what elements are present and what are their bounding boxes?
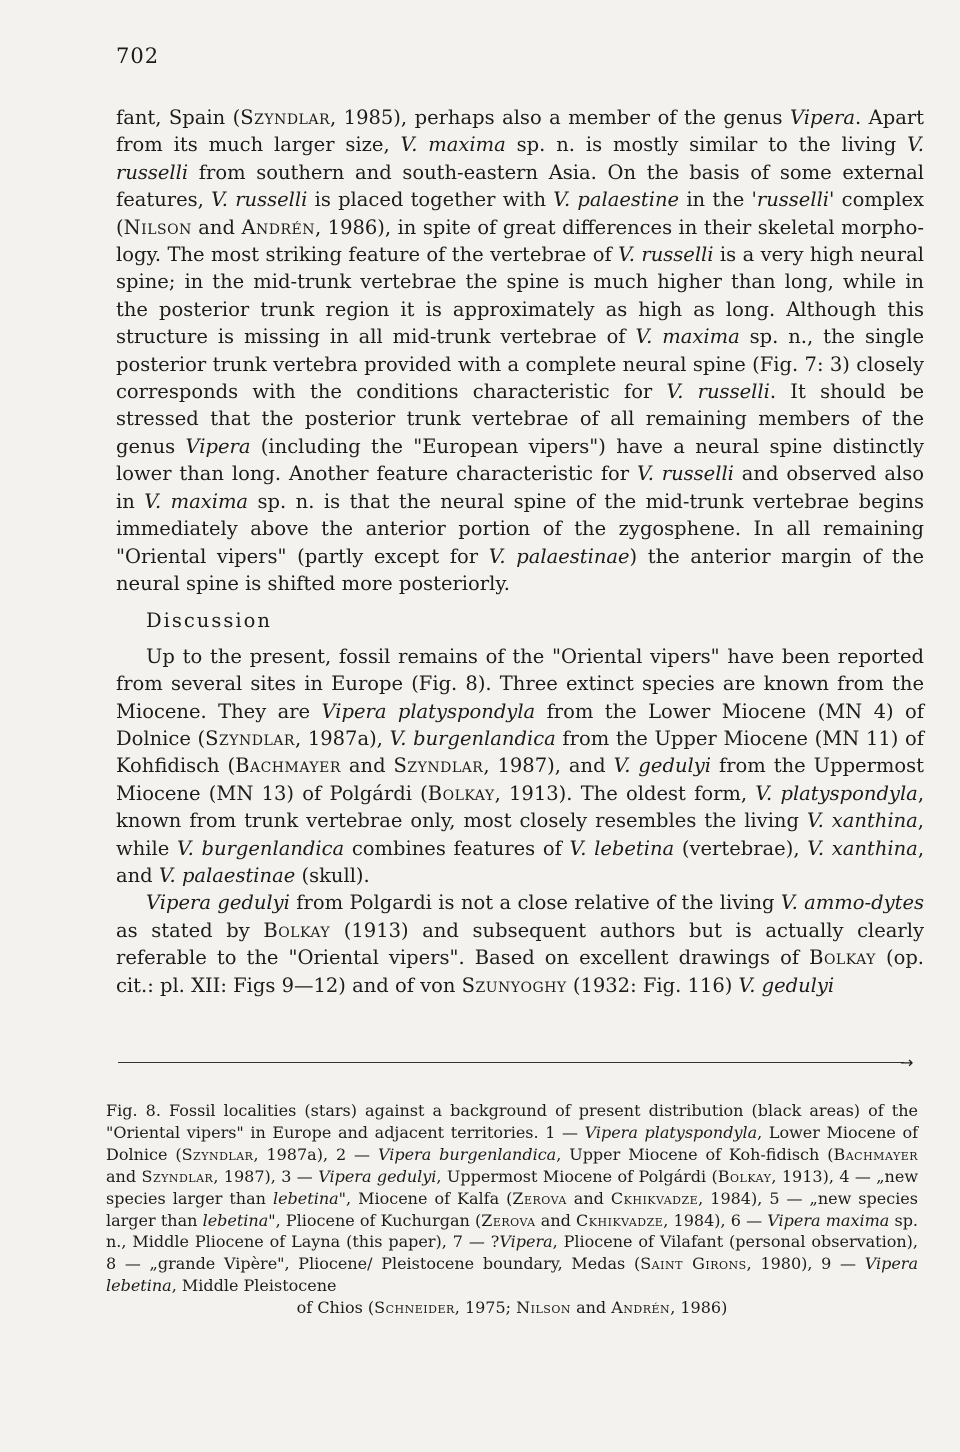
text-run: is placed together with	[307, 188, 554, 212]
author-name: Ckhikvadze	[576, 1210, 664, 1230]
italic-run: V. ammo-dytes	[780, 891, 925, 915]
author-name: Szunyoghy	[461, 973, 567, 997]
author-name: Zerova	[481, 1210, 536, 1230]
figure-caption	[106, 1100, 918, 1319]
italic-run: Vipera gedulyi	[318, 1166, 437, 1186]
text-run: sp. n., the single posterior trunk vertebra provided with a complete neural spine (Fig. 7: 3) closely corresponds with the conditions characteristic for	[116, 325, 925, 404]
italic-run: V. lebetina	[569, 836, 675, 860]
italic-run: Vipera platyspondyla	[321, 699, 536, 723]
italic-run: V. maxima	[635, 325, 740, 349]
text-run: (op. cit.: pl. XII: Figs 9—12) and of von	[116, 946, 924, 997]
text-run: and	[191, 215, 242, 239]
text-run: in the	[679, 188, 752, 212]
text-run: from the Uppermost Miocene (MN 13) of Polgárdi (	[116, 754, 924, 805]
text-run: (including the "European vipers") have a neural spine distinctly lower than long. Another feature characteristic for	[116, 434, 924, 486]
text-run: Up to the present, fossil remains of the "Oriental vipers" have been reported from several sites in Europe (Fig. 8). Three extinct species are known from the Miocene. They are	[116, 644, 924, 723]
text-run: , 1987), and	[483, 754, 614, 778]
author-name: Bolkay	[427, 781, 495, 805]
text-run: ) the anterior margin of the neural spine is shifted more posteriorly.	[116, 544, 924, 595]
caption-last-line	[106, 1297, 918, 1319]
author-name: Szyndlar	[205, 726, 295, 750]
text-run: and	[566, 1188, 611, 1208]
italic-run: V. burgenlandica	[389, 726, 556, 750]
paragraph-1	[116, 104, 924, 597]
italic-run: Vipera gedulyi	[146, 891, 290, 915]
italic-run: lebetina	[272, 1188, 339, 1208]
text-run: of Chios (	[296, 1298, 375, 1318]
author-name: Bolkay	[717, 1166, 772, 1186]
italic-run: V. gedulyi	[738, 973, 835, 997]
text-run: , 1913), 4 — „new species larger than	[106, 1166, 919, 1208]
text-run: . Apart from its much larger size,	[116, 106, 924, 157]
text-run: complex (	[116, 188, 925, 239]
italic-run: V. palaestinae	[488, 544, 630, 568]
author-name: Bolkay	[809, 946, 876, 970]
text-run: and	[570, 1298, 612, 1318]
paragraph-2	[116, 643, 924, 890]
arrow-right-icon: →	[900, 1053, 914, 1072]
author-name: Ckhikvadze	[610, 1188, 699, 1208]
text-run: (skull).	[295, 863, 370, 887]
text-run: , 1986)	[670, 1298, 728, 1318]
italic-run: Vipera maxima	[767, 1210, 890, 1230]
text-run: (vertebrae),	[674, 836, 808, 860]
text-run: , Middle Pleistocene	[171, 1276, 337, 1296]
text-run: from southern and south-eastern Asia. On the basis of some external features,	[116, 160, 924, 212]
text-run: ", Miocene of Kalfa (	[338, 1188, 513, 1208]
text-run: as stated by	[116, 918, 264, 942]
italic-run: V. xanthina	[807, 836, 918, 860]
text-run: , 1980), 9 —	[746, 1254, 865, 1274]
text-run: , Upper Miocene of Koh-fidisch (	[556, 1144, 834, 1164]
text-run: sp. n. is mostly similar to the living	[505, 133, 908, 157]
italic-run: V. burgenlandica	[176, 836, 345, 860]
text-run: from the Lower Miocene (MN 4) of Dolnice (	[116, 699, 924, 750]
italic-run: V. palaestine	[553, 188, 680, 212]
italic-run: 'russelli'	[751, 188, 835, 212]
text-run: and	[340, 754, 394, 778]
text-run: . It should be stressed that the posterior trunk vertebrae of all remaining members of the genus	[116, 380, 924, 458]
text-run: combines features of	[344, 836, 570, 860]
author-name: Andrén	[611, 1298, 671, 1318]
author-name: Schneider	[374, 1298, 455, 1318]
author-name: Szyndlar	[181, 1144, 254, 1164]
italic-run: V. maxima	[400, 133, 506, 157]
italic-run: V. russelli	[666, 380, 770, 404]
italic-run: lebetina	[202, 1210, 269, 1230]
body-text	[116, 104, 924, 999]
author-name: Zerova	[512, 1188, 567, 1208]
italic-run: V. maxima	[144, 489, 249, 513]
text-run: and observed also in	[116, 462, 924, 513]
italic-run: V. russelli	[116, 133, 924, 184]
italic-run: V. gedulyi	[613, 754, 711, 778]
italic-run: V. russelli	[211, 188, 308, 212]
author-name: Szyndlar	[141, 1166, 214, 1186]
section-heading-discussion: Discussion	[146, 609, 272, 633]
author-name: Szyndlar	[240, 106, 331, 129]
text-run: fant, Spain (	[116, 106, 241, 129]
text-run: , Pliocene of Vilafant (personal observation), 8 — „grande Vipère", Pliocene/ Pleistocene boundary, Medas (	[106, 1232, 918, 1274]
text-run: and	[535, 1210, 577, 1230]
text-run: , 1984), 5 — „new species larger than	[106, 1188, 918, 1230]
text-run: , 1987a),	[294, 726, 390, 750]
author-name: Bolkay	[263, 918, 331, 942]
italic-run: Vipera	[499, 1232, 553, 1252]
text-run: (1913) and subsequent authors but is actually clearly referable to the "Oriental vipers". Based on excellent drawings of	[116, 918, 924, 970]
italic-run: V. xanthina	[806, 809, 918, 833]
italic-run: Vipera	[185, 434, 251, 458]
text-run: , Uppermost Miocene of Polgárdi (	[436, 1166, 718, 1186]
text-run: , while	[116, 809, 924, 860]
author-name: Bachmayer	[235, 754, 341, 778]
text-run: is a very high neural spine; in the mid-trunk vertebrae the spine is much higher than long, while in the posterior trunk region it is approximately as high as long. Although this structure is missing in all mid-trunk vertebrae of	[116, 243, 924, 349]
author-name: Nilson	[516, 1298, 571, 1318]
italic-run: V. palaestinae	[158, 863, 296, 887]
italic-run: V. russelli	[637, 462, 734, 486]
author-name: Saint Girons	[640, 1254, 747, 1274]
italic-run: Vipera lebetina	[106, 1254, 918, 1296]
text-run: , 1984), 6 —	[663, 1210, 768, 1230]
text-run: , Lower Miocene of Dolnice (	[106, 1122, 919, 1164]
caption-text	[106, 1100, 918, 1297]
text-run: sp. n. is that the neural spine of the mid-trunk vertebrae begins immediately above the anterior portion of the zygosphene. In all remaining "Oriental vipers" (partly except for	[116, 489, 924, 568]
author-name: Bachmayer	[833, 1144, 919, 1164]
text-run: (1932: Fig. 116)	[566, 973, 739, 997]
text-run: , 1913). The oldest form,	[494, 781, 756, 805]
text-run: , 1975;	[454, 1298, 517, 1318]
text-run: , 1986), in spite of great differences in their skeletal morpho-logy. The most striking feature of the vertebrae of	[116, 215, 924, 267]
text-run: , 1987a), 2 —	[253, 1144, 378, 1164]
text-run: from the Upper Miocene (MN 11) of Kohfidisch (	[116, 726, 925, 778]
text-run: and	[106, 1166, 142, 1186]
text-run: , 1985), perhaps also a member of the genus	[330, 106, 791, 129]
italic-run: V. platyspondyla	[755, 781, 918, 805]
italic-run: Vipera burgenlandica	[377, 1144, 557, 1164]
text-run: , and	[116, 836, 925, 887]
italic-run: Vipera platyspondyla	[584, 1122, 758, 1142]
text-run: , known from trunk vertebrae only, most closely resembles the living	[116, 781, 925, 833]
author-name: Andrén	[241, 215, 316, 239]
text-run: sp. n., Middle Pliocene of Layna (this paper), 7 — ?	[106, 1210, 919, 1252]
text-run: , 1987), 3 —	[213, 1166, 319, 1186]
italic-run: V. russelli	[618, 243, 714, 267]
italic-run: Vipera	[790, 106, 855, 129]
text-run: Fig. 8. Fossil localities (stars) against a background of present distribution (black areas) of the "Oriental vipers" in Europe and adjacent territories. 1 —	[106, 1101, 918, 1142]
paragraph-3	[116, 889, 924, 999]
text-run: ", Pliocene of Kuchurgan (	[268, 1210, 482, 1230]
author-name: Szyndlar	[393, 754, 484, 778]
figure-divider-line	[118, 1062, 904, 1063]
text-run: from Polgardi is not a close relative of the living	[289, 891, 781, 915]
author-name: Nilson	[123, 215, 192, 239]
page-number: 702	[116, 44, 160, 68]
